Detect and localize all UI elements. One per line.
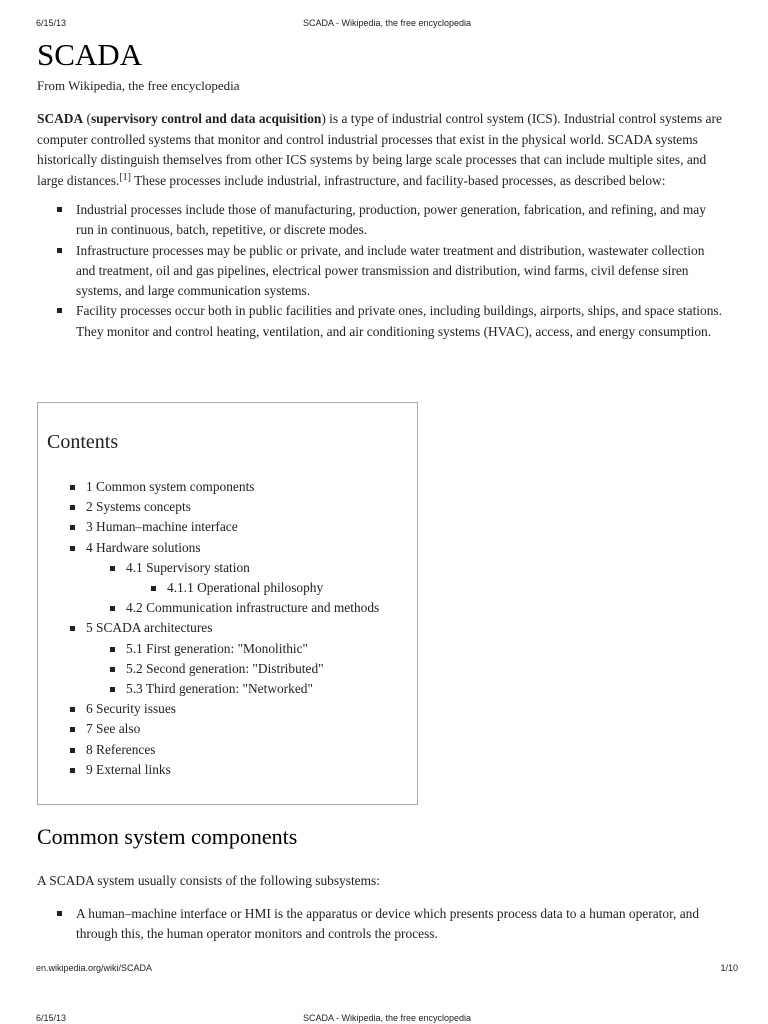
toc-item[interactable] <box>38 598 417 618</box>
toc-item[interactable] <box>38 699 417 719</box>
list-item: Facility processes occur both in public facilities and private ones, including buildings, airports, ships, and space stations. They monitor and control heating, ventilation, and air conditioning systems (HVAC), access, and energy consumption. <box>37 301 727 342</box>
toc-item[interactable] <box>38 719 417 739</box>
toc-item-label[interactable]: 5.2 Second generation: "Distributed" <box>126 660 324 676</box>
toc-item-label[interactable]: 4.1 Supervisory station <box>126 559 250 575</box>
bullet-icon <box>70 546 75 551</box>
toc-item[interactable] <box>38 497 417 517</box>
toc-item-label[interactable]: 5.1 First generation: "Monolithic" <box>126 640 309 656</box>
toc-item[interactable] <box>38 517 417 537</box>
next-print-page-title: SCADA - Wikipedia, the free encyclopedia <box>302 1013 472 1023</box>
article-content <box>37 36 727 942</box>
toc-item[interactable] <box>38 558 417 578</box>
bullet-icon <box>70 748 75 753</box>
toc-item-label[interactable]: 4.2 Communication infrastructure and methods <box>126 600 380 616</box>
toc-item-label[interactable]: 1 Common system components <box>86 479 255 494</box>
section-heading: Common system components <box>37 824 298 849</box>
toc-item[interactable] <box>38 659 417 679</box>
toc-item-label[interactable]: 5.3 Third generation: "Networked" <box>126 681 313 697</box>
citation-link[interactable]: [1] <box>119 171 131 183</box>
process-list <box>37 200 727 342</box>
toc-item-label[interactable]: 8 References <box>86 741 156 757</box>
subsystem-list <box>37 904 727 945</box>
bullet-icon <box>70 768 75 773</box>
intro-text-b: These processes include industrial, infrastructure, and facility-based processes, as described below: <box>130 172 666 188</box>
toc-list <box>38 477 417 780</box>
toc-item[interactable] <box>38 578 417 598</box>
bullet-icon <box>70 707 75 712</box>
toc-item[interactable] <box>38 760 417 780</box>
bullet-icon <box>70 525 75 530</box>
bullet-icon <box>110 667 115 672</box>
list-item: A human–machine interface or HMI is the apparatus or device which presents process data to a human operator, and through this, the human operator monitors and controls the process. <box>37 904 727 945</box>
bullet-icon <box>110 647 115 652</box>
next-print-date: 6/15/13 <box>36 1013 67 1023</box>
toc-item[interactable] <box>38 618 417 638</box>
list-item: Industrial processes include those of manufacturing, production, power generation, fabrication, and refining, and may run in continuous, batch, repetitive, or discrete modes. <box>37 200 727 241</box>
toc-item-label[interactable]: 4.1.1 Operational philosophy <box>167 580 324 596</box>
toc-heading: Contents <box>47 431 119 453</box>
toc-item[interactable] <box>38 740 417 760</box>
page-number: 1/10 <box>720 963 738 973</box>
intro-bold-term: SCADA <box>37 111 84 126</box>
site-subtitle: From Wikipedia, the free encyclopedia <box>37 78 240 93</box>
bullet-icon <box>70 485 75 490</box>
table-of-contents <box>37 402 418 805</box>
bullet-icon <box>70 626 75 631</box>
intro-paragraph <box>37 109 727 191</box>
toc-item-label[interactable]: 3 Human–machine interface <box>86 519 238 535</box>
toc-item[interactable] <box>38 679 417 699</box>
bullet-icon <box>151 586 156 591</box>
page-url[interactable]: en.wikipedia.org/wiki/SCADA <box>36 963 153 973</box>
print-date: 6/15/13 <box>36 18 67 28</box>
toc-item[interactable] <box>38 639 417 659</box>
bullet-icon <box>70 505 75 510</box>
intro-text-a: ) is a type of industrial control system (ICS). Industrial control systems are computer controlled systems that monitor and control industrial processes that exist in the physical world. SCADA systems historically distinguish themselves from other ICS systems by being large scale processes that can include multiple sites, and large distances. <box>37 111 722 188</box>
page-title: SCADA <box>37 37 143 72</box>
bullet-icon <box>110 687 115 692</box>
list-item: Infrastructure processes may be public or private, and include water treatment and distribution, wastewater collection and treatment, oil and gas pipelines, electrical power transmission and distribution, wind farms, civil defense siren systems, and large communication systems. <box>37 241 727 302</box>
intro-paren: ( <box>83 111 91 126</box>
intro-bold-expansion: supervisory control and data acquisition <box>90 111 322 126</box>
toc-item-label[interactable]: 7 See also <box>86 721 141 737</box>
toc-item-label[interactable]: 2 Systems concepts <box>86 499 191 515</box>
toc-item-label[interactable]: 4 Hardware solutions <box>86 539 201 555</box>
toc-item-label[interactable]: 6 Security issues <box>86 701 177 717</box>
bullet-icon <box>110 566 115 571</box>
toc-item[interactable] <box>38 538 417 558</box>
bullet-icon <box>110 606 115 611</box>
bullet-icon <box>70 727 75 732</box>
toc-item-label[interactable]: 5 SCADA architectures <box>86 620 213 636</box>
section-intro: A SCADA system usually consists of the following subsystems: <box>37 873 380 888</box>
toc-item-label[interactable]: 9 External links <box>86 761 171 777</box>
toc-item[interactable] <box>38 477 417 497</box>
print-page-title: SCADA - Wikipedia, the free encyclopedia <box>302 18 472 28</box>
